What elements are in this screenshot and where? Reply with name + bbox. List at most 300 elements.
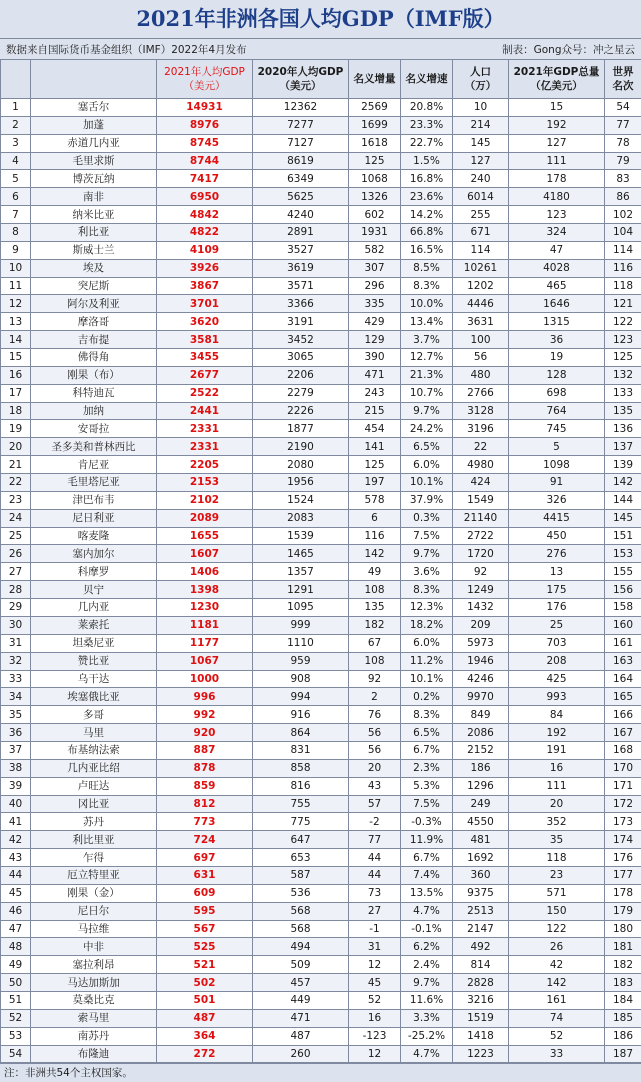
cell-gdp-2021: 364 [157, 1027, 253, 1045]
cell-total-gdp: 276 [509, 545, 605, 563]
cell-world-rank: 54 [605, 99, 641, 117]
cell-gdp-2021: 487 [157, 1009, 253, 1027]
cell-world-rank: 168 [605, 741, 641, 759]
cell-gdp-2020: 568 [253, 902, 349, 920]
source-note: 数据来自国际货币基金组织（IMF）2022年4月发布 [6, 42, 247, 57]
cell-gdp-2021: 631 [157, 866, 253, 884]
cell-population: 22 [453, 438, 509, 456]
cell-world-rank: 183 [605, 974, 641, 992]
header-total-gdp-line2: （亿美元） [509, 79, 604, 93]
table-row [1, 1027, 641, 1045]
cell-total-gdp: 111 [509, 152, 605, 170]
cell-population: 100 [453, 331, 509, 349]
cell-country: 布基纳法索 [31, 741, 157, 759]
table-row [1, 974, 641, 992]
cell-rank: 19 [1, 420, 31, 438]
cell-country: 吉布提 [31, 331, 157, 349]
cell-total-gdp: 208 [509, 652, 605, 670]
cell-country: 摩洛哥 [31, 313, 157, 331]
cell-gdp-2021: 2677 [157, 366, 253, 384]
cell-world-rank: 158 [605, 599, 641, 617]
cell-country: 科特迪瓦 [31, 384, 157, 402]
cell-total-gdp: 1646 [509, 295, 605, 313]
cell-world-rank: 137 [605, 438, 641, 456]
table-row [1, 581, 641, 599]
cell-rank: 33 [1, 670, 31, 688]
cell-population: 3631 [453, 313, 509, 331]
cell-world-rank: 77 [605, 116, 641, 134]
cell-gdp-2021: 525 [157, 938, 253, 956]
cell-population: 214 [453, 116, 509, 134]
cell-population: 21140 [453, 509, 509, 527]
cell-gdp-2021: 501 [157, 991, 253, 1009]
table-row [1, 224, 641, 242]
cell-world-rank: 165 [605, 688, 641, 706]
cell-total-gdp: 128 [509, 366, 605, 384]
cell-gdp-2021: 887 [157, 741, 253, 759]
cell-population: 849 [453, 706, 509, 724]
cell-increase: 390 [349, 349, 401, 367]
cell-population: 671 [453, 224, 509, 242]
cell-country: 喀麦隆 [31, 527, 157, 545]
header-gdp-2020-line2: （美元） [253, 79, 348, 93]
table-row [1, 545, 641, 563]
cell-gdp-2020: 457 [253, 974, 349, 992]
cell-world-rank: 187 [605, 1045, 641, 1063]
cell-total-gdp: 47 [509, 241, 605, 259]
cell-total-gdp: 1315 [509, 313, 605, 331]
cell-increase: 92 [349, 670, 401, 688]
cell-growth: 66.8% [401, 224, 453, 242]
cell-gdp-2020: 3366 [253, 295, 349, 313]
cell-growth: 8.3% [401, 277, 453, 295]
cell-gdp-2020: 647 [253, 831, 349, 849]
subtitle-row [0, 38, 641, 59]
cell-country: 莫桑比克 [31, 991, 157, 1009]
table-row [1, 831, 641, 849]
cell-gdp-2020: 653 [253, 849, 349, 867]
cell-rank: 21 [1, 456, 31, 474]
table-row [1, 259, 641, 277]
header-total-gdp [509, 60, 605, 99]
cell-population: 6014 [453, 188, 509, 206]
cell-gdp-2020: 994 [253, 688, 349, 706]
cell-country: 冈比亚 [31, 795, 157, 813]
cell-country: 索马里 [31, 1009, 157, 1027]
cell-rank: 15 [1, 349, 31, 367]
table-row [1, 616, 641, 634]
table-header-row [1, 60, 641, 99]
cell-growth: 9.7% [401, 545, 453, 563]
cell-world-rank: 122 [605, 313, 641, 331]
table-row [1, 366, 641, 384]
cell-gdp-2020: 999 [253, 616, 349, 634]
cell-world-rank: 135 [605, 402, 641, 420]
cell-gdp-2020: 494 [253, 938, 349, 956]
cell-population: 4980 [453, 456, 509, 474]
cell-rank: 47 [1, 920, 31, 938]
cell-country: 斯威士兰 [31, 241, 157, 259]
cell-country: 塞拉利昂 [31, 956, 157, 974]
cell-gdp-2021: 812 [157, 795, 253, 813]
cell-rank: 50 [1, 974, 31, 992]
cell-country: 赞比亚 [31, 652, 157, 670]
cell-increase: 1068 [349, 170, 401, 188]
cell-rank: 6 [1, 188, 31, 206]
cell-world-rank: 185 [605, 1009, 641, 1027]
cell-world-rank: 151 [605, 527, 641, 545]
table-row [1, 474, 641, 492]
cell-increase: 45 [349, 974, 401, 992]
cell-growth: 12.7% [401, 349, 453, 367]
cell-country: 马拉维 [31, 920, 157, 938]
credit-note: 制表：Gong众号：冲之星云 [502, 42, 635, 57]
cell-world-rank: 155 [605, 563, 641, 581]
cell-gdp-2021: 1177 [157, 634, 253, 652]
cell-rank: 28 [1, 581, 31, 599]
cell-gdp-2021: 3926 [157, 259, 253, 277]
table-row [1, 331, 641, 349]
cell-world-rank: 86 [605, 188, 641, 206]
cell-population: 2147 [453, 920, 509, 938]
cell-total-gdp: 465 [509, 277, 605, 295]
cell-total-gdp: 764 [509, 402, 605, 420]
cell-population: 255 [453, 206, 509, 224]
cell-gdp-2021: 2205 [157, 456, 253, 474]
cell-rank: 1 [1, 99, 31, 117]
cell-increase: 129 [349, 331, 401, 349]
table-row [1, 509, 641, 527]
cell-increase: 1618 [349, 134, 401, 152]
cell-population: 1946 [453, 652, 509, 670]
cell-gdp-2020: 1465 [253, 545, 349, 563]
cell-population: 1223 [453, 1045, 509, 1063]
cell-growth: 11.2% [401, 652, 453, 670]
cell-increase: 578 [349, 491, 401, 509]
cell-increase: 116 [349, 527, 401, 545]
cell-country: 赤道几内亚 [31, 134, 157, 152]
cell-increase: 1326 [349, 188, 401, 206]
cell-gdp-2020: 1877 [253, 420, 349, 438]
cell-population: 2513 [453, 902, 509, 920]
table-row [1, 99, 641, 117]
cell-increase: 56 [349, 724, 401, 742]
table-row [1, 991, 641, 1009]
cell-population: 209 [453, 616, 509, 634]
cell-rank: 44 [1, 866, 31, 884]
table-row [1, 759, 641, 777]
header-world-rank-line1: 世界 [605, 65, 641, 79]
cell-gdp-2020: 2080 [253, 456, 349, 474]
cell-population: 2722 [453, 527, 509, 545]
cell-world-rank: 145 [605, 509, 641, 527]
cell-country: 塞内加尔 [31, 545, 157, 563]
cell-growth: 12.3% [401, 599, 453, 617]
cell-world-rank: 172 [605, 795, 641, 813]
cell-world-rank: 174 [605, 831, 641, 849]
cell-country: 布隆迪 [31, 1045, 157, 1063]
table-row [1, 349, 641, 367]
cell-population: 1720 [453, 545, 509, 563]
cell-growth: 6.7% [401, 849, 453, 867]
header-gdp-2021-line1: 2021年人均GDP [157, 65, 252, 79]
cell-rank: 3 [1, 134, 31, 152]
cell-gdp-2021: 7417 [157, 170, 253, 188]
cell-gdp-2021: 920 [157, 724, 253, 742]
cell-growth: 20.8% [401, 99, 453, 117]
cell-total-gdp: 5 [509, 438, 605, 456]
cell-population: 481 [453, 831, 509, 849]
cell-rank: 46 [1, 902, 31, 920]
cell-growth: 6.0% [401, 634, 453, 652]
cell-gdp-2020: 1291 [253, 581, 349, 599]
table-row [1, 277, 641, 295]
cell-country: 南苏丹 [31, 1027, 157, 1045]
cell-gdp-2021: 2089 [157, 509, 253, 527]
cell-growth: 22.7% [401, 134, 453, 152]
table-row [1, 188, 641, 206]
cell-growth: 0.2% [401, 688, 453, 706]
cell-growth: 10.0% [401, 295, 453, 313]
cell-world-rank: 186 [605, 1027, 641, 1045]
cell-gdp-2021: 697 [157, 849, 253, 867]
cell-population: 3216 [453, 991, 509, 1009]
cell-gdp-2020: 509 [253, 956, 349, 974]
cell-growth: 4.7% [401, 902, 453, 920]
cell-world-rank: 116 [605, 259, 641, 277]
cell-increase: 135 [349, 599, 401, 617]
cell-population: 360 [453, 866, 509, 884]
cell-country: 厄立特里亚 [31, 866, 157, 884]
cell-growth: 11.9% [401, 831, 453, 849]
cell-gdp-2021: 1607 [157, 545, 253, 563]
cell-gdp-2021: 521 [157, 956, 253, 974]
cell-world-rank: 182 [605, 956, 641, 974]
table-row [1, 849, 641, 867]
cell-gdp-2020: 2891 [253, 224, 349, 242]
cell-population: 186 [453, 759, 509, 777]
cell-country: 加纳 [31, 402, 157, 420]
cell-world-rank: 102 [605, 206, 641, 224]
cell-population: 10261 [453, 259, 509, 277]
cell-gdp-2021: 859 [157, 777, 253, 795]
cell-gdp-2021: 272 [157, 1045, 253, 1063]
cell-rank: 24 [1, 509, 31, 527]
cell-country: 津巴布韦 [31, 491, 157, 509]
cell-gdp-2020: 1110 [253, 634, 349, 652]
cell-total-gdp: 571 [509, 884, 605, 902]
cell-rank: 37 [1, 741, 31, 759]
cell-gdp-2020: 2190 [253, 438, 349, 456]
cell-population: 3128 [453, 402, 509, 420]
cell-country: 多哥 [31, 706, 157, 724]
cell-country: 肯尼亚 [31, 456, 157, 474]
cell-gdp-2021: 3581 [157, 331, 253, 349]
cell-gdp-2020: 3571 [253, 277, 349, 295]
cell-increase: 429 [349, 313, 401, 331]
table-row [1, 920, 641, 938]
table-row [1, 813, 641, 831]
cell-gdp-2021: 567 [157, 920, 253, 938]
cell-increase: 43 [349, 777, 401, 795]
cell-total-gdp: 122 [509, 920, 605, 938]
cell-increase: 582 [349, 241, 401, 259]
cell-world-rank: 156 [605, 581, 641, 599]
cell-world-rank: 173 [605, 813, 641, 831]
cell-rank: 51 [1, 991, 31, 1009]
cell-increase: 77 [349, 831, 401, 849]
cell-growth: 10.7% [401, 384, 453, 402]
cell-gdp-2020: 3452 [253, 331, 349, 349]
cell-increase: 6 [349, 509, 401, 527]
cell-population: 1202 [453, 277, 509, 295]
cell-total-gdp: 192 [509, 116, 605, 134]
cell-increase: 125 [349, 456, 401, 474]
cell-rank: 16 [1, 366, 31, 384]
table-row [1, 134, 641, 152]
cell-gdp-2021: 609 [157, 884, 253, 902]
cell-growth: 3.7% [401, 331, 453, 349]
cell-increase: 57 [349, 795, 401, 813]
cell-country: 几内亚比绍 [31, 759, 157, 777]
cell-gdp-2020: 568 [253, 920, 349, 938]
cell-world-rank: 171 [605, 777, 641, 795]
cell-increase: 141 [349, 438, 401, 456]
cell-population: 92 [453, 563, 509, 581]
cell-total-gdp: 4180 [509, 188, 605, 206]
cell-country: 毛里塔尼亚 [31, 474, 157, 492]
cell-rank: 4 [1, 152, 31, 170]
cell-total-gdp: 993 [509, 688, 605, 706]
cell-population: 1549 [453, 491, 509, 509]
cell-total-gdp: 42 [509, 956, 605, 974]
cell-rank: 29 [1, 599, 31, 617]
cell-growth: 18.2% [401, 616, 453, 634]
cell-world-rank: 78 [605, 134, 641, 152]
table-row [1, 884, 641, 902]
table-row [1, 706, 641, 724]
cell-total-gdp: 13 [509, 563, 605, 581]
cell-growth: 16.8% [401, 170, 453, 188]
cell-population: 2766 [453, 384, 509, 402]
cell-country: 塞舌尔 [31, 99, 157, 117]
cell-country: 莱索托 [31, 616, 157, 634]
cell-rank: 41 [1, 813, 31, 831]
cell-gdp-2021: 4109 [157, 241, 253, 259]
cell-gdp-2020: 864 [253, 724, 349, 742]
cell-total-gdp: 127 [509, 134, 605, 152]
table-row [1, 420, 641, 438]
cell-growth: 14.2% [401, 206, 453, 224]
cell-gdp-2021: 3701 [157, 295, 253, 313]
header-growth: 名义增速 [401, 60, 453, 99]
cell-growth: 16.5% [401, 241, 453, 259]
cell-total-gdp: 52 [509, 1027, 605, 1045]
cell-country: 马达加斯加 [31, 974, 157, 992]
header-world-rank [605, 60, 641, 99]
cell-growth: 6.5% [401, 724, 453, 742]
cell-increase: 44 [349, 866, 401, 884]
cell-gdp-2020: 2083 [253, 509, 349, 527]
cell-world-rank: 118 [605, 277, 641, 295]
cell-world-rank: 176 [605, 849, 641, 867]
header-gdp-2021 [157, 60, 253, 99]
table-row [1, 295, 641, 313]
cell-population: 2152 [453, 741, 509, 759]
table-row [1, 688, 641, 706]
table-row [1, 902, 641, 920]
cell-world-rank: 153 [605, 545, 641, 563]
cell-growth: 21.3% [401, 366, 453, 384]
cell-growth: 8.3% [401, 706, 453, 724]
cell-country: 中非 [31, 938, 157, 956]
cell-gdp-2020: 775 [253, 813, 349, 831]
cell-gdp-2020: 6349 [253, 170, 349, 188]
cell-increase: 243 [349, 384, 401, 402]
cell-country: 圣多美和普林西比 [31, 438, 157, 456]
cell-gdp-2021: 14931 [157, 99, 253, 117]
cell-rank: 25 [1, 527, 31, 545]
cell-gdp-2020: 908 [253, 670, 349, 688]
cell-world-rank: 104 [605, 224, 641, 242]
cell-world-rank: 184 [605, 991, 641, 1009]
cell-total-gdp: 111 [509, 777, 605, 795]
cell-gdp-2021: 8744 [157, 152, 253, 170]
cell-gdp-2021: 992 [157, 706, 253, 724]
header-population-line2: （万） [453, 79, 508, 93]
cell-rank: 27 [1, 563, 31, 581]
cell-growth: 1.5% [401, 152, 453, 170]
cell-world-rank: 142 [605, 474, 641, 492]
cell-country: 利比亚 [31, 224, 157, 242]
header-gdp-2021-line2: （美元） [157, 79, 252, 93]
cell-population: 1249 [453, 581, 509, 599]
cell-growth: 10.1% [401, 474, 453, 492]
cell-total-gdp: 4415 [509, 509, 605, 527]
cell-total-gdp: 26 [509, 938, 605, 956]
cell-population: 1432 [453, 599, 509, 617]
cell-rank: 9 [1, 241, 31, 259]
cell-growth: 6.5% [401, 438, 453, 456]
table-row [1, 384, 641, 402]
cell-country: 埃及 [31, 259, 157, 277]
cell-country: 突尼斯 [31, 277, 157, 295]
cell-growth: 13.4% [401, 313, 453, 331]
cell-rank: 23 [1, 491, 31, 509]
cell-country: 刚果（金） [31, 884, 157, 902]
cell-gdp-2020: 816 [253, 777, 349, 795]
footer-note: 注：非洲共54个主权国家。 [0, 1063, 641, 1082]
cell-gdp-2020: 3527 [253, 241, 349, 259]
cell-rank: 5 [1, 170, 31, 188]
cell-increase: 215 [349, 402, 401, 420]
table-row [1, 1009, 641, 1027]
cell-rank: 54 [1, 1045, 31, 1063]
cell-country: 马里 [31, 724, 157, 742]
header-country [31, 60, 157, 99]
cell-total-gdp: 36 [509, 331, 605, 349]
cell-population: 240 [453, 170, 509, 188]
table-row [1, 634, 641, 652]
cell-rank: 20 [1, 438, 31, 456]
table-row [1, 206, 641, 224]
cell-growth: 8.3% [401, 581, 453, 599]
cell-gdp-2020: 2226 [253, 402, 349, 420]
cell-rank: 45 [1, 884, 31, 902]
cell-total-gdp: 4028 [509, 259, 605, 277]
cell-gdp-2021: 1398 [157, 581, 253, 599]
cell-gdp-2020: 487 [253, 1027, 349, 1045]
